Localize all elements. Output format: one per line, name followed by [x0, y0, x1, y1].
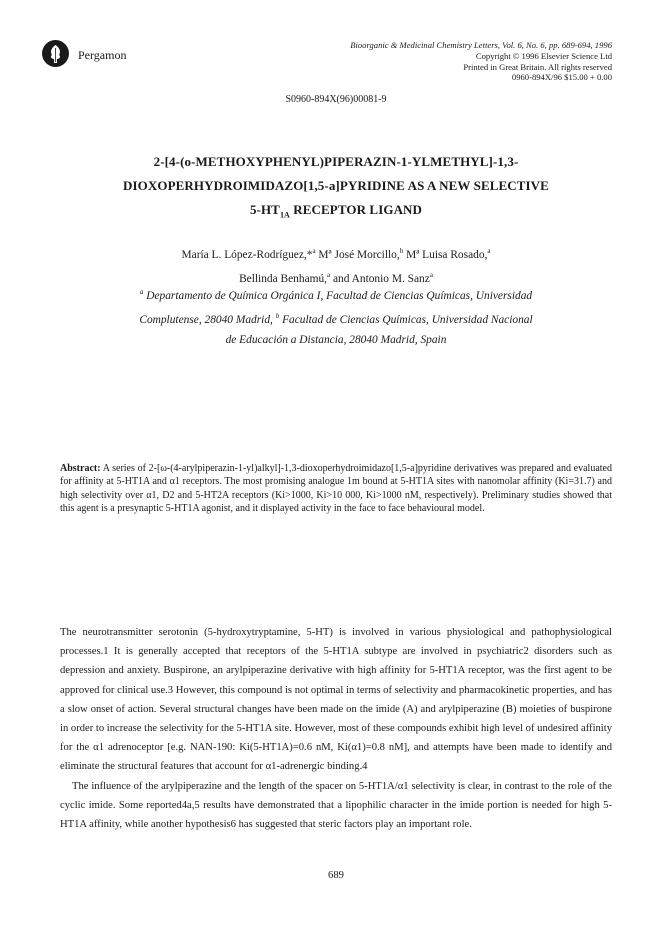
author-affil-mark: a — [327, 270, 331, 279]
affiliations — [60, 282, 612, 350]
journal-line: Bioorganic & Medicinal Chemistry Letters, Vol. 6, No. 6, pp. 689-694, 1996 — [350, 40, 612, 50]
affil-text: Complutense, 28040 Madrid, — [139, 313, 276, 326]
author-affil-mark: a — [487, 247, 491, 255]
title-subscript: 1A — [279, 210, 290, 220]
journal-citation — [350, 40, 612, 83]
author-name: and Antonio M. Sanz — [330, 272, 430, 285]
paragraph: The neurotransmitter serotonin (5-hydroxytryptamine, 5-HT) is involved in various physiological and pathophysiological processes.1 It is generally accepted that receptors of the 5-HT1A subtype are involved in psychiatric2 disorders such as depression and anxiety. Buspirone, an arylpiperazine derivative with high affinity for 5-HT1A receptor, was the first agent to be approved for clinical use.3 However, this compound is not optimal in terms of selectivity and pharmacokinetic properties, and has a slow onset of action. Several structural changes have been made on the imide (A) and arylpiperazine (B) moieties of buspirone in order to increase the selectivity for the 5-HT1A site. However, most of these compounds exhibit high level of undesired affinity for the α1 adrenoceptor [e.g. NAN-190: Ki(5-HT1A)=0.6 nM, Ki(α1)=0.8 nM], and attempts have been made to identify and eliminate the structural features that account for α1-adrenergic binding.4 — [60, 627, 612, 773]
author-name: Bellinda Benhamú, — [239, 272, 328, 285]
author-name: Mª Luisa Rosado, — [403, 248, 488, 261]
author-affil-mark: b — [399, 247, 404, 255]
affiliation-line-1 — [60, 282, 612, 306]
affil-text: Departamento de Química Orgánica I, Facultad de Ciencias Químicas, Universidad — [143, 289, 533, 302]
author-affil-mark: a — [312, 247, 316, 255]
page-number: 689 — [328, 870, 344, 881]
paragraph: The influence of the arylpiperazine and the length of the spacer on 5-HT1A/α1 selectivity is clear, in contrast to the role of the cyclic imide. Some reported4a,5 results have demonstrated that a lipophilic character in the imide portion is needed for high 5-HT1A affinity, while another hypothesis6 has suggested that steric factors play an important role. — [60, 780, 612, 831]
affil-mark: b — [275, 311, 280, 320]
title-text: RECEPTOR LIGAND — [289, 202, 423, 217]
affil-text: Facultad de Ciencias Químicas, Universidad Nacional — [279, 313, 533, 326]
author-line-1 — [60, 241, 612, 265]
tree-emblem-icon — [42, 40, 69, 67]
abstract-text: A series of 2-[ω-(4-arylpiperazin-1-yl)alkyl]-1,3-dioxoperhydroimidazo[1,5-a]pyridine derivatives was prepared and evaluated for affinity at 5-HT1A and α1 receptors. The most promising analogue 1m bound at 5-HT1A sites with nanomolar affinity (Ki=31.7) and high selectivity over α1, D2 and 5-HT2A receptors (Ki>1000, Ki>10 000, Ki>1000 nM, respectively). Preliminary studies showed that this agent is a presynaptic 5-HT1A agonist, and it displayed activity in the face to face behavioural model. — [60, 463, 612, 515]
title-text: 5-HT — [249, 202, 280, 217]
article-title — [60, 150, 612, 228]
author-affil-mark: a — [429, 270, 433, 279]
title-line-1: 2-[4-(o-METHOXYPHENYL)PIPERAZIN-1-YLMETHYL]-1,3- — [153, 154, 519, 169]
affiliation-line-3: de Educación a Distancia, 28040 Madrid, Spain — [225, 333, 447, 346]
article-doi: S0960-894X(96)00081-9 — [285, 94, 387, 105]
body-text — [60, 623, 612, 834]
abstract-label: Abstract: — [60, 463, 101, 474]
affiliation-line-2 — [60, 306, 612, 330]
affil-mark: a — [139, 288, 144, 296]
issn-line: 0960-894X/96 $15.00 + 0.00 — [511, 72, 612, 83]
abstract — [60, 462, 612, 516]
author-name: María L. López-Rodríguez,* — [181, 248, 313, 261]
rights-line: Printed in Great Britain. All rights reserved — [463, 61, 612, 72]
copyright-line: Copyright © 1996 Elsevier Science Ltd — [475, 50, 612, 61]
title-line-3 — [60, 198, 612, 228]
title-line-2: DIOXOPERHYDROIMIDAZO[1,5-a]PYRIDINE AS A NEW SELECTIVE — [123, 178, 549, 193]
author-name: Mª José Morcillo, — [315, 248, 400, 261]
publisher-name: Pergamon — [78, 48, 127, 62]
